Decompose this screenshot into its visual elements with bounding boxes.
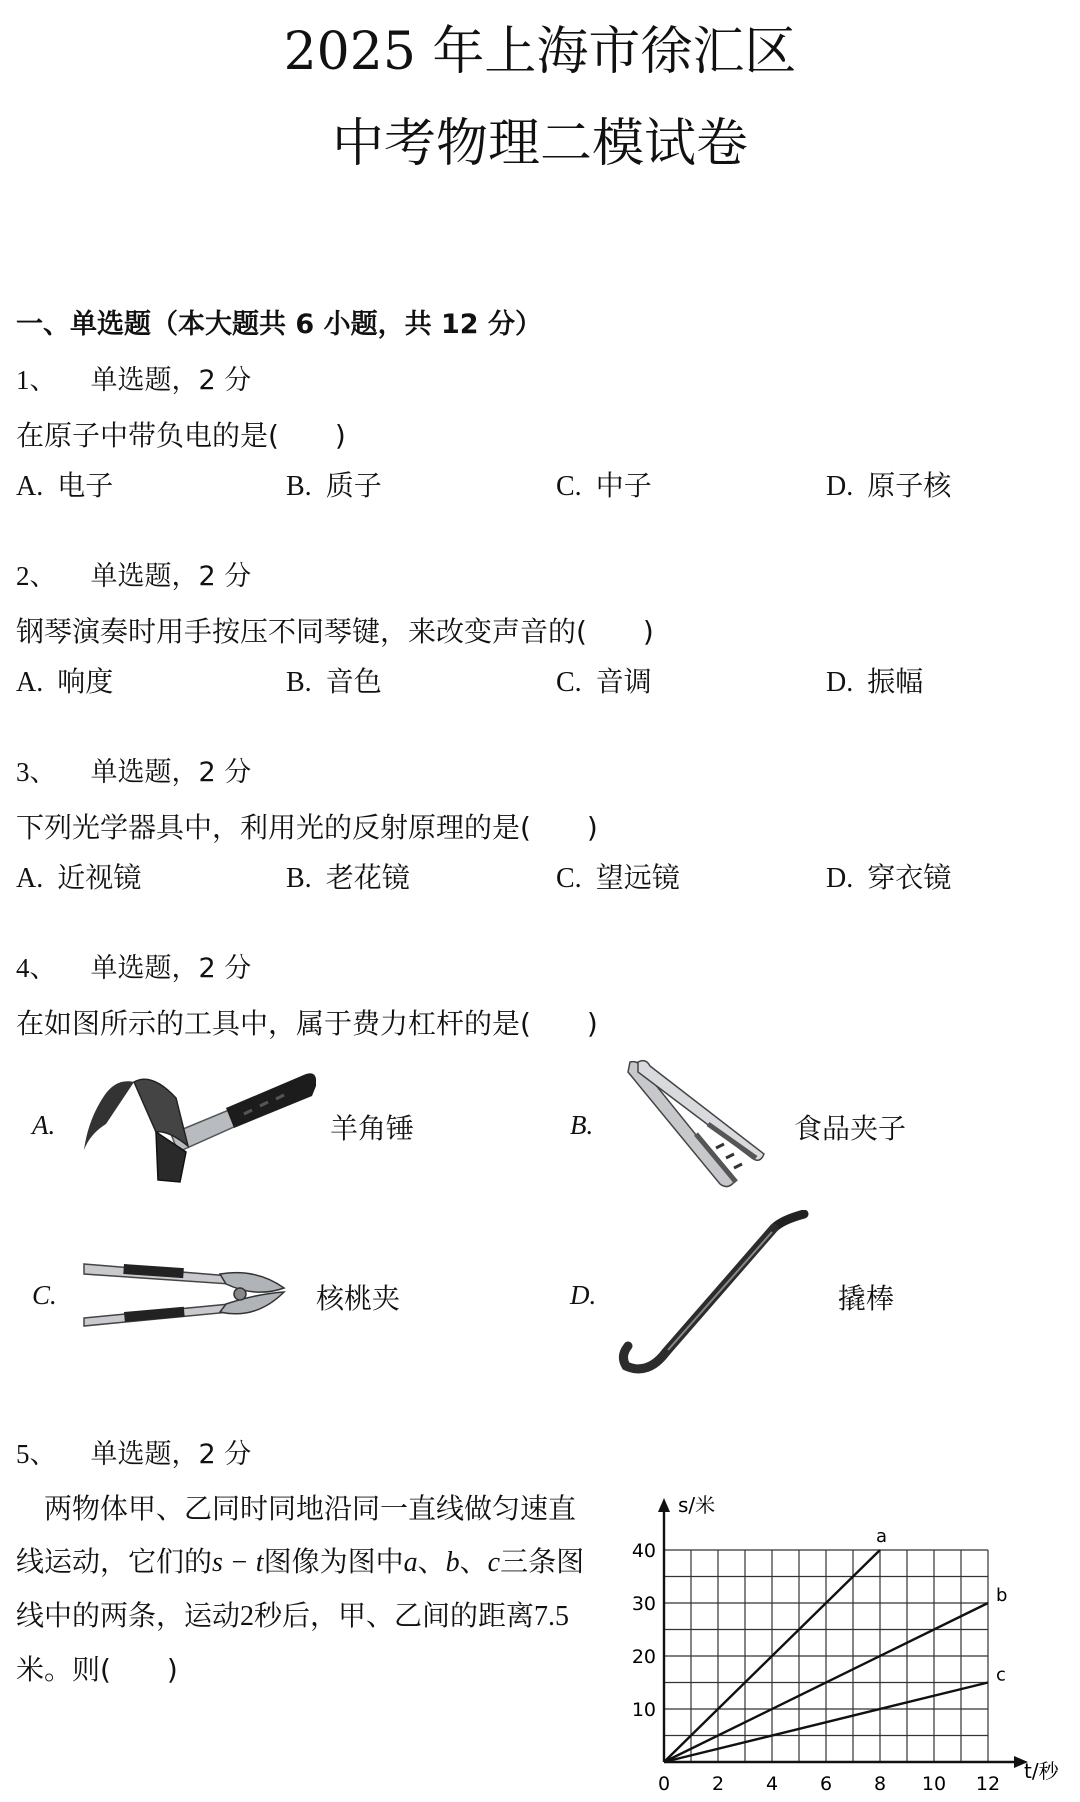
- q1-option-b[interactable]: B. 质子: [286, 469, 382, 502]
- food-tongs-image[interactable]: [616, 1054, 776, 1198]
- x-axis-label: t/秒: [1024, 1759, 1059, 1783]
- question-number: 2、: [16, 561, 57, 591]
- question-number: 4、: [16, 953, 57, 983]
- question-1-header: [16, 358, 251, 397]
- nutcracker-image[interactable]: [80, 1254, 290, 1334]
- question-kind: 单选题，2 分: [90, 757, 252, 788]
- question-kind: 单选题，2 分: [90, 953, 252, 984]
- question-5-header: [16, 1432, 251, 1471]
- q1-option-c[interactable]: C. 中子: [556, 469, 652, 502]
- series-label-c: c: [996, 1664, 1006, 1686]
- question-kind: 单选题，2 分: [90, 1439, 252, 1470]
- q1-option-a[interactable]: A. 电子: [16, 469, 114, 502]
- q4-option-a-label: 羊角锤: [330, 1112, 415, 1145]
- q4-option-b-letter[interactable]: B.: [570, 1110, 594, 1140]
- question-2-stem: 钢琴演奏时用手按压不同琴键，来改变声音的( ): [16, 615, 654, 648]
- y-tick-label: 20: [631, 1646, 656, 1668]
- y-tick-label: 10: [631, 1699, 656, 1721]
- question-3-stem: 下列光学器具中，利用光的反射原理的是( ): [16, 811, 598, 844]
- q3-option-b[interactable]: B. 老花镜: [286, 861, 410, 894]
- question-4-header: [16, 946, 251, 985]
- series-label-b: b: [996, 1585, 1008, 1606]
- y-axis-label: s/米: [678, 1493, 716, 1517]
- s-t-chart: [620, 1488, 1080, 1802]
- q2-option-b[interactable]: B. 音色: [286, 665, 382, 698]
- y-axis-arrow-icon: [658, 1498, 670, 1512]
- q4-option-d-letter[interactable]: D.: [570, 1280, 597, 1310]
- question-3-header: [16, 750, 251, 789]
- x-tick-label: 2: [711, 1773, 725, 1795]
- q1-option-d[interactable]: D. 原子核: [826, 469, 952, 502]
- exam-title-line1: 2025 年上海市徐汇区: [283, 22, 797, 82]
- question-number: 1、: [16, 365, 57, 395]
- q3-option-d[interactable]: D. 穿衣镜: [826, 861, 952, 894]
- question-5-stem: 两物体甲、乙同时同地沿同一直线做匀速直线运动，它们的s − t图像为图中a、b、c三条图线中的两条，运动2秒后，甲、乙间的距离7.5米。则( ): [16, 1492, 585, 1686]
- section-heading: 一、单选题（本大题共 6 小题，共 12 分）: [16, 309, 542, 340]
- q3-option-a[interactable]: A. 近视镜: [16, 861, 142, 894]
- crowbar-image[interactable]: [614, 1210, 814, 1386]
- q4-option-a-letter[interactable]: A.: [32, 1110, 56, 1140]
- series-label-a: a: [876, 1526, 888, 1547]
- q2-option-c[interactable]: C. 音调: [556, 665, 652, 698]
- question-kind: 单选题，2 分: [90, 561, 252, 592]
- q2-option-d[interactable]: D. 振幅: [826, 665, 924, 698]
- y-tick-label: 40: [631, 1540, 656, 1562]
- question-number: 3、: [16, 757, 57, 787]
- q4-option-b-label: 食品夹子: [794, 1112, 907, 1145]
- y-tick-label: 30: [631, 1593, 656, 1615]
- x-tick-label: 12: [975, 1773, 1001, 1795]
- q3-option-c[interactable]: C. 望远镜: [556, 861, 680, 894]
- question-2-header: [16, 554, 251, 593]
- x-tick-label: 0: [657, 1773, 671, 1795]
- question-1-stem: 在原子中带负电的是( ): [16, 419, 346, 452]
- claw-hammer-image[interactable]: [76, 1058, 316, 1192]
- q4-option-c-label: 核桃夹: [316, 1282, 401, 1315]
- question-kind: 单选题，2 分: [90, 365, 252, 396]
- question-4-stem: 在如图所示的工具中，属于费力杠杆的是( ): [16, 1007, 598, 1040]
- x-tick-label: 6: [819, 1773, 833, 1795]
- x-tick-label: 8: [873, 1773, 887, 1795]
- x-tick-label: 4: [765, 1773, 779, 1795]
- question-number: 5、: [16, 1439, 57, 1469]
- q2-option-a[interactable]: A. 响度: [16, 665, 114, 698]
- q4-option-d-label: 撬棒: [838, 1282, 895, 1315]
- exam-title-line2: 中考物理二模试卷: [331, 114, 748, 174]
- x-tick-label: 10: [921, 1773, 947, 1795]
- q4-option-c-letter[interactable]: C.: [32, 1280, 57, 1310]
